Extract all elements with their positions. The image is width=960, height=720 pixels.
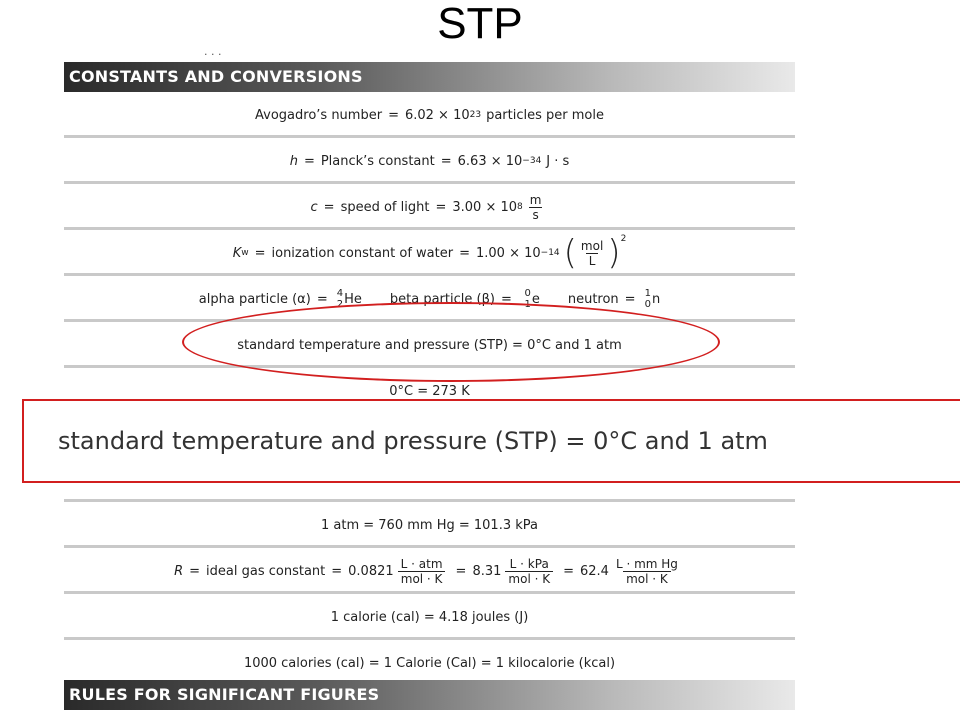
light-unit-fraction (527, 193, 545, 222)
gas-value-1: 0.0821 (348, 563, 394, 579)
fraction-denominator: mol · K (505, 571, 553, 586)
fraction-numerator: mol (580, 238, 604, 253)
cut-off-text: · · · (204, 48, 222, 61)
element-symbol: He (344, 291, 362, 307)
gas-label: ideal gas constant (206, 563, 326, 579)
stp-text: standard temperature and pressure (STP) = 0°C and 1 atm (237, 337, 622, 353)
highlight-ellipse (182, 302, 720, 382)
row-pressure (64, 502, 795, 548)
fraction-numerator: L · mm Hg (615, 556, 678, 571)
equals-sign: = (440, 153, 452, 169)
avogadro-exponent: 23 (469, 110, 482, 120)
right-paren: ) (607, 233, 621, 273)
row-kw (64, 230, 795, 276)
kelvin-text: 0°C = 273 K (389, 383, 470, 399)
callout-text: standard temperature and pressure (STP) = 0°C and 1 atm (58, 427, 768, 455)
gas-unit-fraction-3 (613, 557, 681, 586)
planck-exponent: −34 (522, 156, 542, 166)
row-planck (64, 138, 795, 184)
fraction-denominator: L (586, 253, 599, 268)
equals-sign: = (435, 199, 447, 215)
kw-symbol: K (232, 245, 242, 261)
mass-number: 0 (524, 288, 531, 299)
equals-sign: = (254, 245, 266, 261)
kw-value: 1.00 × 10 (476, 245, 541, 261)
kw-label: ionization constant of water (271, 245, 454, 261)
planck-symbol: h (289, 153, 298, 169)
kw-power: 2 (620, 234, 627, 244)
zoomed-callout (22, 399, 960, 483)
avogadro-unit: particles per mole (486, 107, 604, 123)
gas-unit-fraction-2 (505, 557, 553, 586)
element-symbol: e (531, 291, 540, 307)
fraction-numerator: m (529, 192, 542, 207)
equals-sign: = (563, 563, 574, 579)
atomic-number: -1 (520, 299, 531, 310)
gas-value-3: 62.4 (580, 563, 609, 579)
row-gas-constant (64, 548, 795, 594)
kw-unit-fraction (578, 239, 606, 268)
planck-value: 6.63 × 10 (457, 153, 523, 169)
equals-sign: = (189, 563, 201, 579)
gas-symbol: R (174, 563, 184, 579)
light-exponent: 8 (517, 202, 523, 212)
fraction-denominator: mol · K (623, 571, 671, 586)
row-calorie (64, 594, 795, 640)
gas-value-2: 8.31 (472, 563, 502, 579)
kw-exponent: −14 (540, 248, 560, 258)
row-avogadro (64, 92, 795, 138)
avogadro-value: 6.02 × 10 (404, 107, 470, 123)
section-header-constants: CONSTANTS AND CONVERSIONS (64, 62, 795, 92)
kw-subscript: w (241, 248, 249, 258)
avogadro-label: Avogadro’s number (255, 107, 383, 123)
fraction-denominator: s (529, 207, 541, 222)
section-header-significant-figures: RULES FOR SIGNIFICANT FIGURES (64, 680, 795, 710)
left-paren: ( (563, 233, 577, 273)
reference-sheet (64, 46, 795, 720)
planck-unit: J · s (546, 153, 570, 169)
calorie-text: 1 calorie (cal) = 4.18 joules (J) (330, 609, 529, 625)
light-value: 3.00 × 10 (452, 199, 518, 215)
element-symbol: n (651, 291, 661, 307)
equals-sign: = (331, 563, 343, 579)
pressure-text: 1 atm = 760 mm Hg = 101.3 kPa (321, 517, 538, 533)
mass-number: 1 (644, 288, 651, 299)
equals-sign: = (323, 199, 335, 215)
equals-sign: = (500, 291, 512, 307)
kilocalorie-text: 1000 calories (cal) = 1 Calorie (Cal) = 1 kilocalorie (kcal) (243, 655, 616, 671)
equals-sign: = (303, 153, 315, 169)
equals-sign: = (388, 107, 399, 123)
neutron-label: neutron (567, 291, 619, 307)
slide-title: STP (437, 0, 523, 48)
gas-unit-fraction-1 (398, 557, 446, 586)
equals-sign: = (316, 291, 328, 307)
row-speed-of-light (64, 184, 795, 230)
light-label: speed of light (340, 199, 430, 215)
atomic-number: 2 (336, 299, 344, 310)
equals-sign: = (624, 291, 636, 307)
planck-label: Planck’s constant (320, 153, 435, 169)
equals-sign: = (459, 245, 470, 261)
alpha-label: alpha particle (α) (198, 291, 311, 307)
beta-label: beta particle (β) (389, 291, 495, 307)
mass-number: 4 (336, 288, 344, 299)
fraction-numerator: L · atm (400, 556, 443, 571)
fraction-numerator: L · kPa (509, 556, 549, 571)
fraction-denominator: mol · K (398, 571, 446, 586)
equals-sign: = (455, 563, 467, 579)
light-symbol: c (310, 199, 318, 215)
neutron-notation (645, 288, 661, 310)
atomic-number: 0 (644, 299, 651, 310)
